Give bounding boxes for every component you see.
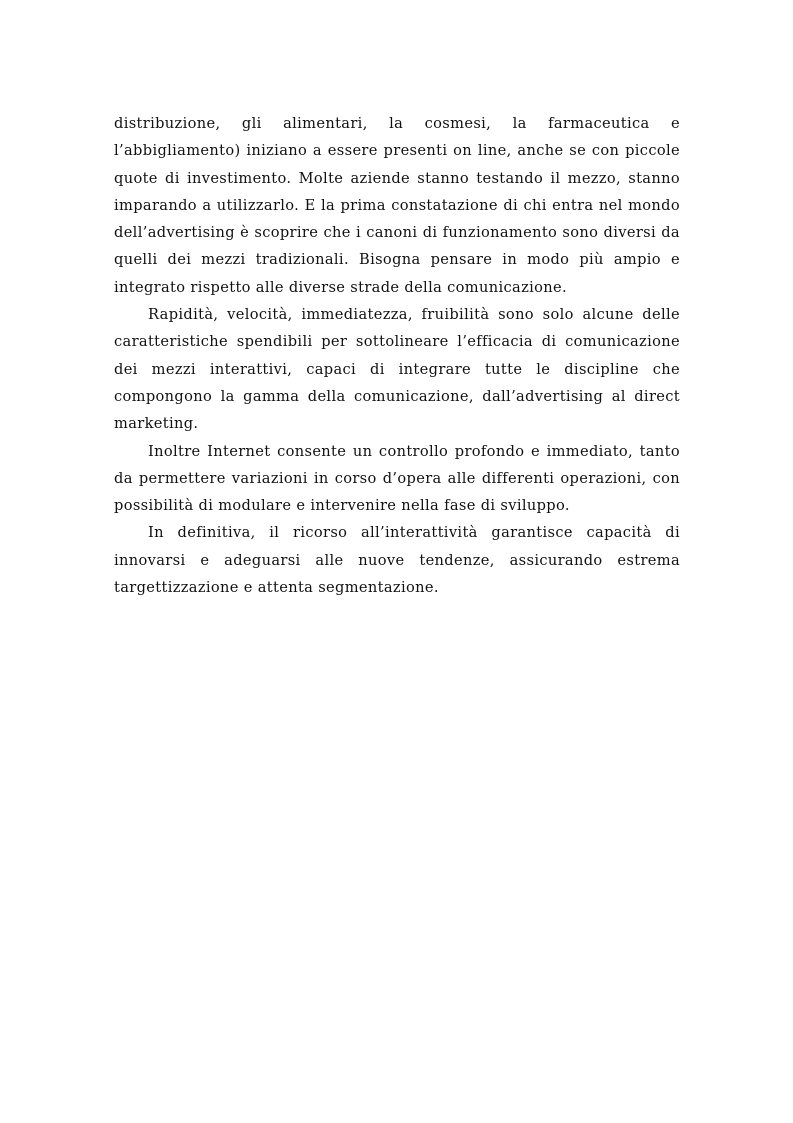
paragraph-3: Inoltre Internet consente un controllo profondo e immediato, tanto da permettere variazioni in corso d’opera alle differenti operazioni, con possibilità di modulare e intervenire nella fase di sviluppo. [114, 442, 680, 515]
paragraph-4: In definitiva, il ricorso all’interattività garantisce capacità di innovarsi e adeguarsi alle nuove tendenze, assicurando estrema targettizzazione e attenta segmentazione. [114, 524, 680, 597]
paragraph-2: Rapidità, velocità, immediatezza, fruibilità sono solo alcune delle caratteristiche spendibili per sottolineare l’efficacia di comunicazione dei mezzi interattivi, capaci di integrare tutte le discipline che compongono la gamma della comunicazione, dall’advertising al direct marketing. [114, 306, 680, 433]
body-text [114, 110, 680, 601]
paragraph-1: distribuzione, gli alimentari, la cosmesi, la farmaceutica e l’abbigliamento) iniziano a essere presenti on line, anche se con piccole quote di investimento. Molte aziende stanno testando il mezzo, stanno imparando a utilizzarlo. E la prima constatazione di chi entra nel mondo dell’advertising è scoprire che i canoni di funzionamento sono diversi da quelli dei mezzi tradizionali. Bisogna pensare in modo più ampio e integrato rispetto alle diverse strade della comunicazione. [114, 115, 680, 296]
